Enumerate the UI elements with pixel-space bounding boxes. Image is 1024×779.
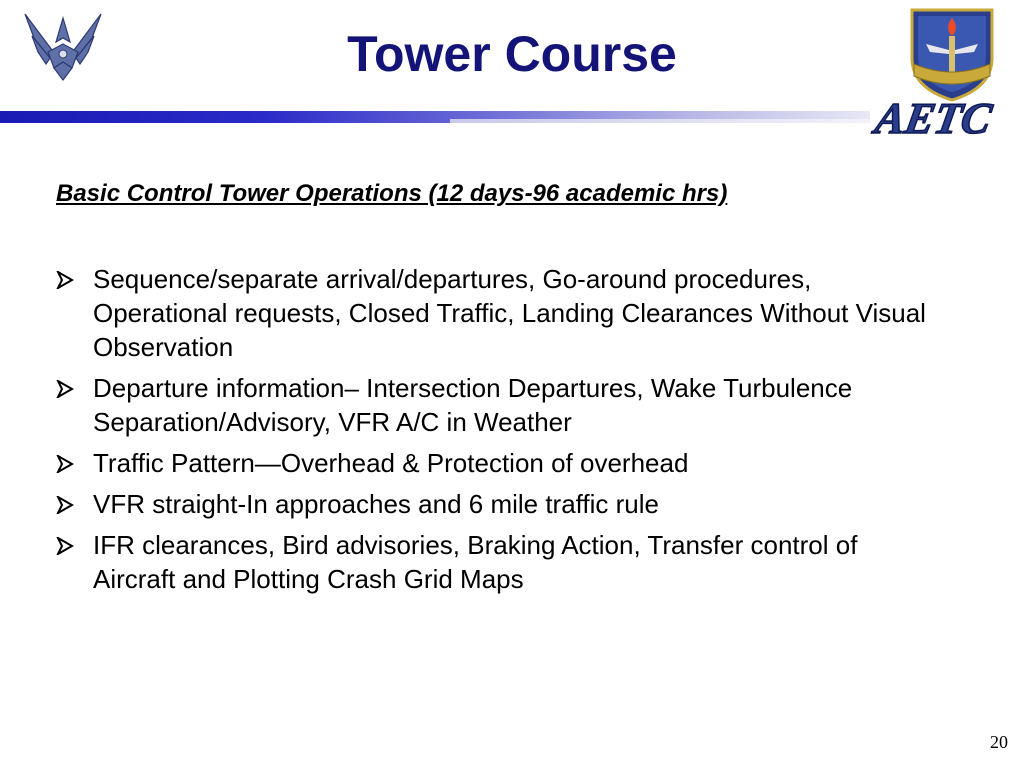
bullet-item bbox=[56, 528, 936, 596]
aetc-wordmark-text: AETC bbox=[871, 93, 996, 143]
bullet-text: VFR straight-In approaches and 6 mile traffic rule bbox=[93, 489, 660, 519]
slide-subtitle: Basic Control Tower Operations (12 days-96 academic hrs) bbox=[56, 180, 728, 207]
header-rule-accent bbox=[450, 119, 870, 123]
arrow-bullet-icon bbox=[56, 455, 74, 473]
page-number: 20 bbox=[990, 732, 1008, 752]
aetc-wordmark bbox=[858, 93, 1018, 143]
arrow-bullet-icon bbox=[56, 271, 74, 289]
bullet-item bbox=[56, 371, 936, 439]
bullet-text: Sequence/separate arrival/departures, Go-around procedures, Operational requests, Closed Traffic, Landing Clearances Without Visual Observation bbox=[93, 264, 926, 362]
arrow-bullet-icon bbox=[56, 380, 74, 398]
slide-title: Tower Course bbox=[347, 26, 677, 82]
bullet-item bbox=[56, 487, 936, 521]
arrow-bullet-icon bbox=[56, 537, 74, 555]
bullet-text: Traffic Pattern—Overhead & Protection of overhead bbox=[93, 448, 689, 478]
bullet-item bbox=[56, 262, 936, 364]
bullet-list bbox=[56, 262, 936, 603]
bullet-text: IFR clearances, Bird advisories, Braking Action, Transfer control of Aircraft and Plotting Crash Grid Maps bbox=[93, 530, 858, 594]
bullet-text: Departure information– Intersection Departures, Wake Turbulence Separation/Advisory, VFR A/C in Weather bbox=[93, 373, 853, 437]
bullet-item bbox=[56, 446, 936, 480]
arrow-bullet-icon bbox=[56, 496, 74, 514]
aetc-shield-emblem bbox=[906, 6, 998, 102]
